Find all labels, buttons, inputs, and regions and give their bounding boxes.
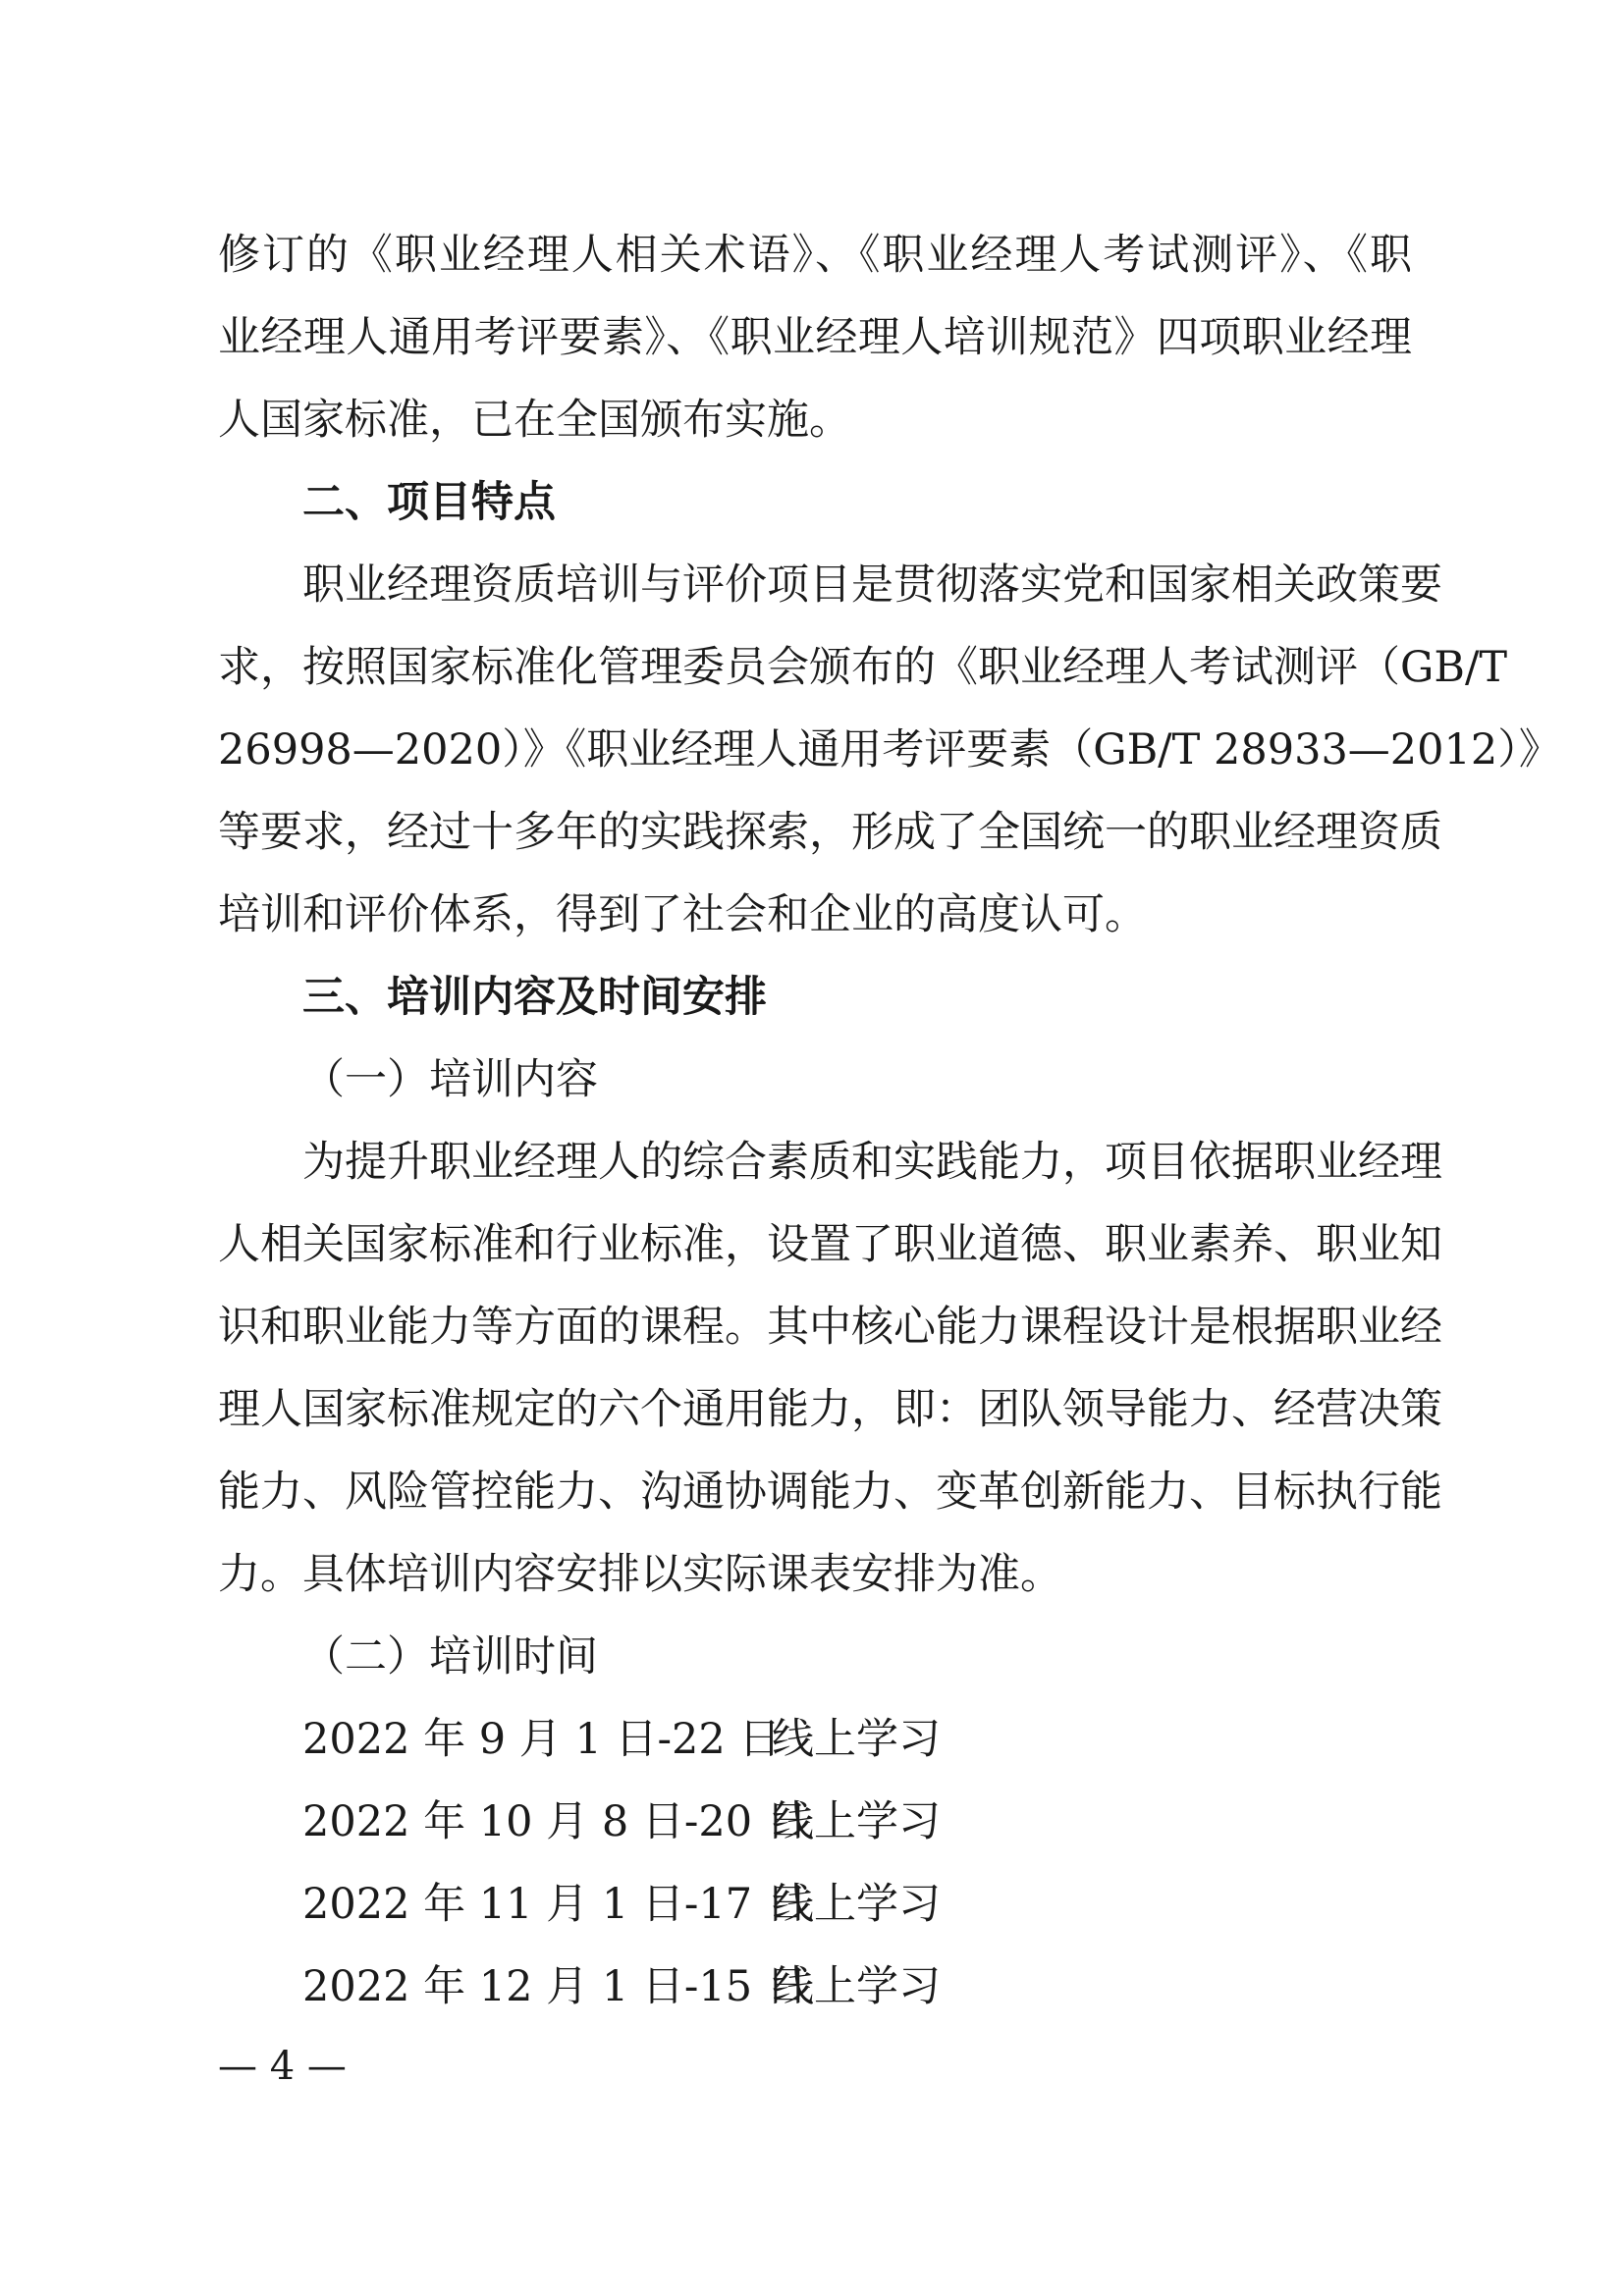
document-body [218, 214, 1561, 2028]
page-number: — 4 — [218, 2044, 347, 2089]
intro-line: 修订的《职业经理人相关术语》、《职业经理人考试测评》、《职 [218, 231, 1412, 280]
schedule-row [218, 1698, 1412, 1781]
paragraph-line: 人相关国家标准和行业标准，设置了职业道德、职业素养、职业知 [218, 1220, 1442, 1269]
paragraph-line: 26998—2020）》《职业经理人通用考评要素（GB/T 28933—2012）》 [218, 725, 1561, 774]
schedule-mode: 线上学习 [772, 1715, 941, 1764]
paragraph-line: 识和职业能力等方面的课程。其中核心能力课程设计是根据职业经 [218, 1303, 1442, 1352]
paragraph-line: 职业经理资质培训与评价项目是贯彻落实党和国家相关政策要 [302, 561, 1442, 610]
section-heading-project-features: 二、项目特点 [302, 478, 556, 527]
paragraph-line: 培训和评价体系，得到了社会和企业的高度认可。 [218, 890, 1147, 939]
subsection-heading-training-content: （一）培训内容 [302, 1055, 598, 1104]
paragraph-line: 理人国家标准规定的六个通用能力，即：团队领导能力、经营决策 [218, 1385, 1442, 1434]
schedule-row [218, 1863, 1412, 1946]
schedule-date: 2022 年 12 月 1 日-15 日 [302, 1962, 808, 2011]
subsection-heading-training-time: （二）培训时间 [302, 1632, 598, 1682]
schedule-row [218, 1946, 1412, 2028]
intro-line: 人国家标准，已在全国颁布实施。 [218, 396, 851, 445]
paragraph-line: 能力、风险管控能力、沟通协调能力、变革创新能力、目标执行能 [218, 1468, 1442, 1517]
paragraph-line: 为提升职业经理人的综合素质和实践能力，项目依据职业经理 [302, 1138, 1442, 1187]
paragraph-line: 等要求，经过十多年的实践探索，形成了全国统一的职业经理资质 [218, 808, 1442, 857]
paragraph-line: 求，按照国家标准化管理委员会颁布的《职业经理人考试测评（GB/T [218, 643, 1508, 692]
intro-line: 业经理人通用考评要素》、《职业经理人培训规范》四项职业经理 [218, 313, 1412, 362]
section-heading-training-content-schedule: 三、培训内容及时间安排 [302, 973, 767, 1022]
schedule-row [218, 1781, 1412, 1863]
schedule-date: 2022 年 9 月 1 日-22 日 [302, 1715, 782, 1764]
schedule-date: 2022 年 10 月 8 日-20 日 [302, 1797, 808, 1846]
schedule-mode: 线上学习 [772, 1880, 941, 1929]
paragraph-line: 力。具体培训内容安排以实际课表安排为准。 [218, 1550, 1062, 1599]
schedule-mode: 线上学习 [772, 1962, 941, 2011]
schedule-mode: 线上学习 [772, 1797, 941, 1846]
schedule-date: 2022 年 11 月 1 日-17 日 [302, 1880, 808, 1929]
